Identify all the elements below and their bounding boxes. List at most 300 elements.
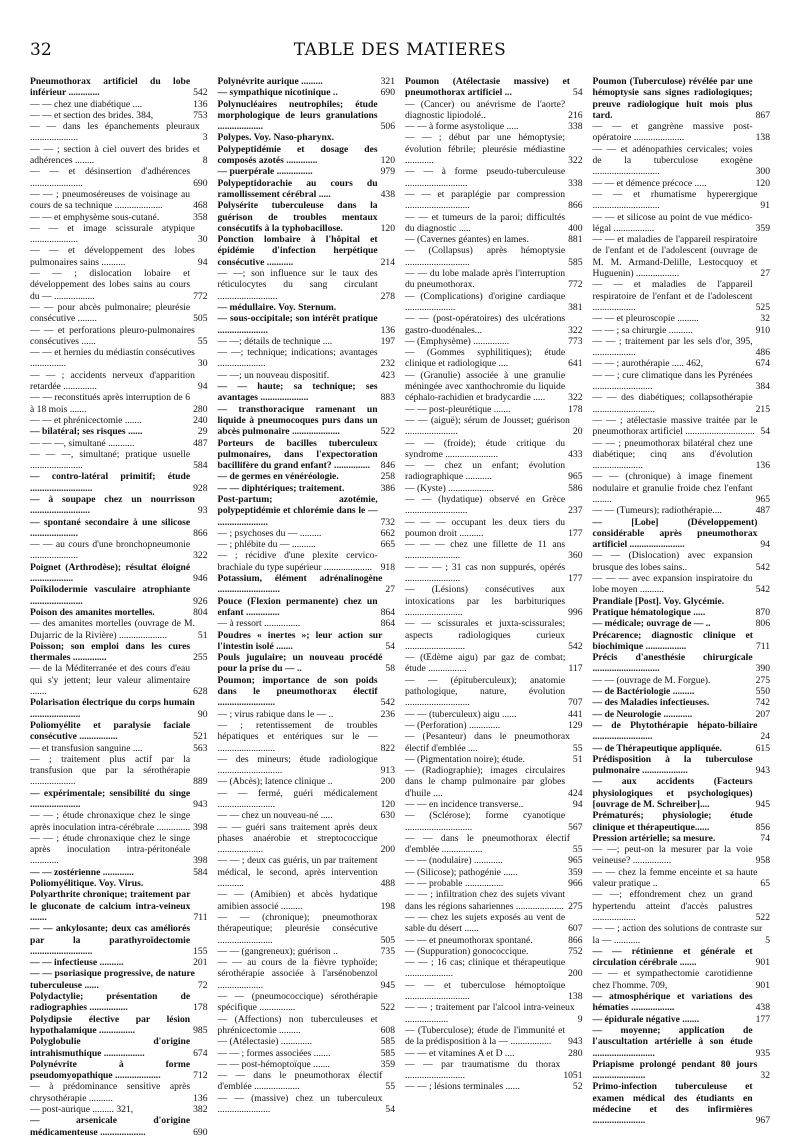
index-entry: [405, 291, 583, 314]
index-entry-page: 136: [193, 1092, 208, 1104]
index-entry: [593, 358, 771, 369]
index-entry-page: 91: [760, 200, 770, 212]
index-entry: [405, 618, 583, 652]
index-entry: [405, 539, 583, 562]
index-entry-page: 567: [568, 821, 583, 833]
index-entry-page: 55: [572, 742, 583, 754]
index-entry: [405, 517, 583, 540]
index-entry-page: 94: [572, 799, 583, 810]
index-entry-page: 338: [568, 121, 583, 133]
index-column-2: [218, 76, 396, 1138]
index-entry: [593, 630, 771, 653]
index-entry: [218, 550, 396, 573]
index-entry-page: 735: [380, 945, 395, 957]
index-entry: [218, 302, 396, 313]
index-entry: [405, 1059, 583, 1082]
index-entry-text: Poudres « inertes »; leur action sur l'intestin isolé .......: [217, 629, 383, 652]
index-entry-page: 615: [755, 742, 770, 754]
index-entry-page: 712: [193, 1070, 208, 1082]
index-entry: [30, 607, 208, 618]
index-entry: [593, 415, 771, 438]
index-entry: [218, 370, 396, 381]
index-entry-page: 772: [568, 279, 583, 291]
index-entry-page: 321: [380, 76, 395, 87]
index-entry-text: — médicale; ouvrage de — ..: [592, 618, 711, 630]
page-number: 32: [30, 40, 52, 60]
index-entry: [405, 189, 583, 212]
index-entry-page: 215: [755, 403, 770, 415]
index-entry: [405, 912, 583, 935]
index-entry-page: 5: [765, 934, 770, 946]
index-entry-page: 866: [193, 527, 208, 539]
index-entry-page: 822: [380, 742, 395, 754]
index-entry: [30, 867, 208, 878]
index-entry: [405, 720, 583, 731]
index-entry-page: 979: [380, 166, 395, 178]
index-entry: [30, 788, 208, 811]
index-entry-text: Ponction lombaire à l'hôpital et épidémie d'infection herpétique consécutive ...........: [217, 234, 378, 268]
index-entry-page: 866: [568, 934, 583, 946]
index-entry: [30, 1014, 208, 1037]
index-entry: [593, 1014, 771, 1025]
index-entry: [218, 810, 396, 821]
index-entry: [218, 618, 396, 629]
index-entry-text: — [Lobe] (Développement) considérable après pneumothorax artificiel .......................: [592, 516, 758, 551]
index-entry-page: 201: [193, 957, 208, 969]
index-entry-page: 1051: [563, 1070, 583, 1082]
index-entry-text: — — (ouvrage de M. Forgue).: [592, 674, 711, 686]
index-entry-text: — — et gangrène massive post-opératoire .....................: [592, 121, 753, 144]
index-entry-page: 20: [572, 426, 583, 438]
index-entry: [30, 1036, 208, 1059]
index-entry-page: 136: [755, 460, 770, 472]
index-entry-page: 207: [755, 708, 770, 720]
index-entry-text: Pneumothorax artificiel du lobe inférieur .............: [30, 76, 191, 99]
index-entry-text: — — (post-opératoires) des ulcérations gastro-duodénales...: [405, 313, 566, 336]
index-entry: [218, 87, 396, 98]
index-entry-page: 866: [568, 200, 583, 212]
index-entry-page: 27: [385, 584, 395, 596]
index-entry: [30, 449, 208, 472]
index-entry-page: 177: [568, 527, 583, 539]
index-entry-text: — — pour abcès pulmonaire; pleurésie consécutive ........: [30, 301, 191, 325]
index-entry: [593, 438, 771, 472]
index-entry-text: — — ; formes associées .......: [217, 1047, 331, 1059]
index-entry-page: 901: [755, 957, 770, 969]
index-entry-text: — — haute; sa technique; ses avantages ....................: [217, 381, 378, 404]
index-entry: [405, 1025, 583, 1048]
index-entry-text: — — et phrénicectomie .......: [30, 414, 142, 426]
index-entry-page: 525: [755, 301, 770, 313]
index-entry-text: — — — occupant les deux tiers du poumon droit ..........: [405, 516, 566, 539]
index-entry-text: — — zostérienne .............: [30, 866, 134, 878]
index-entry-text: — —; technique; indications; avantages ....................: [217, 347, 378, 370]
index-entry: [30, 641, 208, 664]
index-entry-text: — (Radiographie); images circulaires dans le champ pulmonaire par globes d'huile ....: [405, 765, 566, 799]
index-entry: [218, 438, 396, 472]
index-entry-text: — — ; infiltration chez des sujets vivant dans les régions sahariennes ....................: [405, 889, 566, 912]
index-entry: [30, 584, 208, 607]
index-entry-page: 65: [760, 878, 770, 890]
index-entry: [30, 539, 208, 562]
index-entry-text: — — et image scissurale atypique ....................: [30, 222, 195, 246]
index-entry-text: — — au cours de la fièvre typhoïde; sérothérapie associée à l'arsénobenzol ...................: [217, 957, 378, 991]
index-entry: [30, 968, 208, 991]
index-entry-page: 200: [380, 776, 395, 788]
index-entry-text: Polypeptidorachie au cours du ramollissement cérébral .....: [217, 177, 378, 200]
index-entry-page: 240: [193, 414, 208, 426]
index-entry-page: 390: [755, 663, 770, 675]
index-entry: [405, 336, 583, 347]
index-entry: [593, 652, 771, 675]
index-entry-text: Primo-infection tuberculeuse et examen médical des étudiants en médecine et des infirmières ......................: [592, 1081, 753, 1127]
index-entry-page: 58: [385, 663, 395, 675]
index-entry-text: Poïkilodermie vasculaire atrophiante ......................: [30, 584, 191, 607]
index-entry-page: 358: [193, 211, 208, 223]
index-entry-text: — — probable ................: [405, 878, 504, 890]
index-entry-page: 773: [568, 335, 583, 347]
index-entry-page: 258: [380, 471, 395, 483]
index-entry-text: — — et tuberculose hémoptoïque ...........................: [405, 979, 566, 1003]
index-entry-text: — de Phytothérapie hépato-biliaire .........................: [592, 719, 758, 743]
index-entry-page: 72: [197, 979, 208, 991]
index-entry: [405, 562, 583, 585]
index-entry: [405, 76, 583, 99]
index-entry-text: — — et silicose au point de vue médico-légal .................: [592, 211, 753, 234]
index-entry-page: 630: [380, 810, 395, 822]
index-entry-page: 870: [755, 606, 770, 618]
index-entry: [30, 189, 208, 212]
index-entry-text: — — et vitamines A et D ....: [405, 1047, 515, 1059]
index-entry-page: 542: [193, 87, 208, 99]
index-entry-text: — — ; lésions terminales ......: [405, 1081, 520, 1093]
index-entry: [218, 573, 396, 596]
index-entry-text: — (Lésions) consécutives aux intoxications par les barbituriques ........................: [405, 584, 566, 618]
index-entry-text: Post-partum; azotémie, polypeptidémie et chlorémie dans le — .....................: [217, 493, 378, 528]
index-entry-page: 585: [568, 256, 583, 268]
index-entry-text: — — —, simultané ...........: [30, 437, 135, 449]
index-entry: [30, 223, 208, 246]
index-entry-text: — — (Amibien) et abcès hydatique amibien associé .........: [217, 889, 378, 912]
index-entry-page: 711: [755, 640, 770, 652]
index-columns: [30, 76, 770, 1138]
index-entry-page: 943: [193, 799, 208, 810]
index-entry-text: — —; un nouveau dispositif.: [217, 369, 330, 381]
index-entry-page: 359: [380, 1058, 395, 1070]
index-entry-text: — (Emphysème) ...............: [405, 335, 510, 347]
index-entry-page: 674: [755, 358, 770, 370]
index-entry-text: — (Silicose); pathogénie ......: [405, 866, 518, 878]
index-entry-text: — — dans le pneumothorax électif d'emblée .................: [405, 832, 570, 856]
index-entry-page: 690: [193, 177, 208, 189]
index-entry-text: — — ; 16 cas; clinique et thérapeutique ....................: [405, 957, 566, 980]
index-entry: [405, 709, 583, 720]
index-entry-text: — de Thérapeutique appliquée.: [592, 742, 722, 754]
index-entry: [593, 336, 771, 359]
index-entry-text: — — et pleuroscopie .........: [592, 313, 699, 325]
index-entry-text: — — et pneumothorax spontané.: [405, 934, 533, 946]
index-entry-text: — — scissurales et juxta-scissurales; aspects radiologiques curieux .........................: [405, 618, 566, 652]
index-entry-text: — ; psychoses du — .........: [217, 527, 322, 539]
index-entry-page: 935: [755, 1047, 770, 1059]
index-entry: [218, 268, 396, 302]
index-entry: [30, 697, 208, 720]
index-entry-page: 94: [197, 256, 208, 268]
index-entry-page: 178: [568, 403, 583, 415]
index-entry: [405, 415, 583, 438]
index-entry: [218, 630, 396, 653]
index-entry: [593, 121, 771, 144]
index-entry: [405, 99, 583, 122]
index-entry-text: Polynucléaires neutrophiles; étude morphologique de leurs granulations ...................: [217, 98, 378, 133]
index-entry-text: — — ; pneumoséreuses de voisinage au cours de sa technique ....................: [30, 188, 191, 212]
index-entry-page: 322: [568, 392, 583, 404]
index-entry-text: — — ; cure climatique dans les Pyrénées .........................: [592, 369, 753, 393]
index-entry-text: — (Pesanteur) dans le pneumothorax électif d'emblée ....: [405, 731, 570, 754]
index-entry-text: — — post-hémoptoïque .......: [217, 1058, 330, 1070]
index-entry-text: — (Perforation) .............: [405, 719, 501, 731]
index-entry: [593, 370, 771, 393]
index-entry-text: Polypes. Voy. Naso-pharynx.: [217, 132, 334, 144]
index-entry-page: 359: [568, 866, 583, 878]
index-entry-page: 400: [568, 222, 583, 234]
index-entry-page: 883: [380, 392, 395, 404]
index-entry-page: 32: [760, 313, 770, 325]
index-entry: [405, 810, 583, 833]
index-entry-page: 120: [380, 155, 395, 167]
index-entry-text: Polynévrite aurique .........: [217, 76, 323, 87]
index-entry-page: 607: [568, 923, 583, 935]
index-entry-text: — ; traitement plus actif par la transfusion que par la sérothérapie ...................: [30, 753, 191, 788]
index-entry: [30, 245, 208, 268]
index-entry-text: Poliomyélitique. Voy. Virus.: [30, 878, 144, 890]
index-entry-page: 29: [197, 426, 208, 438]
index-entry: [30, 121, 208, 144]
index-entry: [593, 517, 771, 551]
index-entry-page: 881: [568, 234, 583, 246]
index-entry-text: — — dans le pneumothorax électif d'emblée ...................: [217, 1070, 383, 1093]
index-entry-text: — (Granulie) associée à une granulie méningée avec xanthochromie du liquide céphalo-rachidien et bradycardie .....: [405, 369, 566, 404]
index-entry-text: — — à forme asystolique .....: [405, 121, 519, 133]
index-entry-text: Porteurs de bacilles tuberculeux pulmonaires, dans l'expectoration bacillifère du grand enfant? ...............: [217, 437, 378, 472]
index-entry-page: 586: [568, 482, 583, 494]
index-entry-page: 398: [193, 855, 208, 867]
index-entry-text: — — infectieuse ..........: [30, 957, 124, 969]
index-entry-page: 55: [572, 844, 583, 856]
index-entry-text: — — et développement des lobes pulmonaires sains ..........: [30, 245, 195, 268]
index-entry-text: — puerpérale ...............: [217, 166, 313, 178]
index-entry-text: — — chez un nouveau-né .....: [217, 810, 333, 822]
index-entry-text: — — en incidence transverse..: [405, 799, 524, 810]
index-entry-text: — des mineurs; étude radiologique ...........................: [217, 753, 378, 777]
index-entry-text: — — ; accidents nerveux d'apparition retardée ..............: [30, 369, 195, 393]
index-entry-page: 505: [193, 313, 208, 325]
index-entry-text: Pratique hématologique .....: [592, 606, 706, 618]
index-entry-text: Polynévrite à forme pseudomyopathique ...................: [30, 1058, 191, 1082]
index-entry-page: 641: [568, 358, 583, 370]
index-entry: [30, 110, 208, 121]
index-entry-text: — de la Méditerranée et des cours d'eau qui s'y jettent; leur valeur alimentaire .......: [30, 663, 191, 698]
index-entry: [593, 946, 771, 969]
index-entry-text: — — ; dislocation lobaire et développement des lobes sains au cours du — .................: [30, 268, 191, 302]
index-entry: [30, 878, 208, 889]
index-entry-text: — atmosphérique et variations des hématies ..................: [592, 991, 753, 1014]
index-entry: [593, 618, 771, 629]
index-entry-text: — — guéri sans traitement après deux phases anaérobie et streptococcique ...................: [217, 821, 378, 856]
index-column-3: [405, 76, 583, 1138]
index-entry: [30, 325, 208, 348]
index-entry: [405, 867, 583, 878]
index-entry: [405, 675, 583, 709]
index-entry: [30, 833, 208, 867]
index-entry-text: — moyenne; application de l'auscultation artérielle à son étude ..........................: [592, 1024, 753, 1059]
index-entry: [593, 923, 771, 946]
index-entry-text: — — chez les sujets exposés au vent de sable du désert ......: [405, 911, 566, 935]
index-entry: [593, 686, 771, 697]
index-entry-page: 521: [193, 731, 208, 743]
index-entry-page: 542: [380, 697, 395, 709]
index-entry-text: — — (hydatique) observé en Grèce ..........................: [405, 493, 566, 517]
index-entry: [593, 720, 771, 743]
index-entry-page: 542: [755, 561, 770, 573]
index-entry-page: 522: [755, 911, 770, 923]
index-entry-text: — — — chez une fillette de 11 ans .......................: [405, 539, 566, 562]
index-entry-text: — et transfusion sanguine ....: [30, 742, 143, 754]
index-entry-page: 200: [380, 844, 395, 856]
index-entry: [218, 76, 396, 87]
index-entry-text: — — (chronique); pneumothorax thérapeutique; pleurésie consécutive .......................: [217, 911, 378, 946]
index-entry: [30, 392, 208, 415]
index-entry-text: — — à forme pseudo-tuberculeuse ..........................: [405, 166, 566, 189]
index-entry-page: 967: [755, 1115, 770, 1127]
index-entry-page: 275: [568, 900, 583, 912]
index-entry-page: 155: [193, 945, 208, 957]
index-entry-text: — — du lobe malade après l'interruption du pneumothorax.: [405, 268, 566, 291]
index-entry-text: — de germes en vénéréologie.: [217, 471, 339, 483]
index-entry-text: — — et démence précoce .....: [592, 177, 707, 189]
index-entry-page: 236: [380, 708, 395, 720]
index-entry-text: — — (chronique) à image finement nodulaire et granulie froide chez l'enfant ........: [592, 471, 753, 505]
index-entry-page: 338: [568, 177, 583, 189]
index-entry: [30, 99, 208, 110]
index-entry-text: — — et hernies du médiastin consécutives ...............: [30, 347, 195, 370]
index-entry: [593, 810, 771, 833]
index-entry-text: — (Gommes syphilitiques); étude clinique et radiologique ....: [405, 347, 566, 370]
index-entry-page: 360: [568, 550, 583, 562]
index-entry-text: — — —, simultané; pratique usuelle ......................: [30, 448, 191, 472]
index-entry-text: — — ; section à ciel ouvert des brides et adhérences ........: [30, 143, 200, 167]
index-entry-page: 54: [385, 1104, 395, 1116]
index-entry-page: 468: [193, 200, 208, 212]
index-entry-page: 913: [380, 765, 395, 777]
index-entry: [218, 234, 396, 268]
index-entry: [405, 347, 583, 370]
index-entry-page: 74: [760, 832, 770, 844]
index-entry: [218, 1070, 396, 1093]
index-entry-page: 120: [380, 799, 395, 810]
index-entry-page: 381: [568, 301, 583, 313]
index-entry-page: 804: [193, 606, 208, 618]
index-entry-page: 772: [193, 290, 208, 302]
index-entry-text: Polyglobulie d'origine intrahismuthique .................: [30, 1036, 191, 1059]
index-entry-page: 423: [380, 369, 395, 381]
index-entry: [405, 212, 583, 235]
index-entry-text: — — ; deux cas guéris, un par traitement médical, le second, après intervention ...........: [217, 855, 378, 890]
index-entry: [218, 347, 396, 370]
index-entry: [30, 370, 208, 393]
index-entry-text: — épidurale négative .......: [592, 1013, 700, 1025]
index-entry-text: — — rétinienne et générale et circulation cérébrale .......: [592, 945, 753, 969]
index-entry-text: — — chez une diabétique ....: [30, 98, 143, 110]
index-entry: [593, 471, 771, 505]
index-entry-text: — — (massive) chez un tuberculeux ......................: [217, 1092, 383, 1116]
index-entry-text: — — et perforations pleuro-pulmonaires consécutives ......: [30, 324, 195, 347]
index-entry: [405, 313, 583, 336]
index-entry-text: Pouce (Flexion permanente) chez un enfant ..............: [217, 595, 378, 618]
index-entry-text: — — reconstitués après interruption de 6 à 18 mois .......: [30, 392, 191, 415]
index-entry-page: 945: [755, 799, 770, 810]
index-entry: [405, 833, 583, 856]
index-entry-page: 864: [380, 618, 395, 630]
index-entry-page: 177: [568, 573, 583, 585]
index-entry: [405, 889, 583, 912]
index-entry-page: 438: [380, 188, 395, 200]
index-entry: [593, 505, 771, 516]
index-entry-page: 910: [755, 324, 770, 336]
index-entry-text: — (Kyste) ...................: [405, 482, 494, 494]
index-entry: [593, 754, 771, 777]
index-entry-page: 487: [755, 505, 770, 517]
index-entry: [30, 76, 208, 99]
index-entry-page: 129: [568, 719, 583, 731]
index-entry-text: — (Complications) d'origine cardiaque .....................: [405, 290, 566, 313]
index-entry-page: 300: [755, 166, 770, 178]
index-entry-text: — à ressort ...............: [217, 618, 301, 630]
index-entry: [218, 675, 396, 709]
index-entry: [218, 200, 396, 234]
index-entry-page: 966: [568, 878, 583, 890]
index-entry: [218, 1014, 396, 1037]
index-entry: [218, 1048, 396, 1059]
index-entry-page: 522: [380, 1002, 395, 1014]
index-entry-text: — — des diabétiques; collapsothérapie ..........................: [592, 392, 753, 415]
index-entry-page: 32: [760, 1070, 770, 1082]
index-entry-text: — — par traumatisme du thorax .........................: [405, 1058, 561, 1082]
index-entry-text: — — ; action des solutions de contraste sur la — ...........: [592, 923, 763, 946]
index-entry: [405, 652, 583, 675]
index-entry: [593, 1081, 771, 1126]
index-entry-text: — — — avec expansion inspiratoire du lobe moyen ..........: [592, 573, 753, 596]
index-entry-text: — — et section des brides. 384,: [30, 109, 154, 121]
index-entry-page: 958: [755, 855, 770, 867]
index-entry-text: — de Neurologie ............: [592, 708, 693, 720]
index-entry-page: 506: [380, 121, 395, 133]
index-entry-text: — — chez la femme enceinte et sa haute valeur pratique ..: [592, 866, 758, 890]
index-entry-page: 232: [380, 358, 395, 370]
index-entry-text: — ; récidive d'une plexite cervico-brachiale du type supérieur ....................: [217, 550, 378, 573]
index-entry-page: 382: [193, 1104, 208, 1116]
index-entry: [405, 584, 583, 618]
index-entry-text: — (Tuberculose); étude de l'immunité et de la prédisposition à la — .................: [405, 1024, 566, 1048]
index-entry: [30, 810, 208, 833]
index-entry-text: — — et tumeurs de la paroi; difficultés du diagnostic .....: [405, 211, 566, 234]
index-entry-text: — — ; pneumothorax bilatéral chez une diabétique; cinq ans d'évolution .....................: [592, 437, 753, 472]
index-entry-text: — — ; traitement par les sels d'or, 395, ..................: [592, 335, 753, 359]
index-entry-text: — — (froide); étude critique du syndrome ......................: [405, 437, 566, 460]
index-entry: [405, 132, 583, 166]
page-title: TABLE DES MATIERES: [293, 40, 507, 60]
index-entry-page: 505: [380, 934, 395, 946]
